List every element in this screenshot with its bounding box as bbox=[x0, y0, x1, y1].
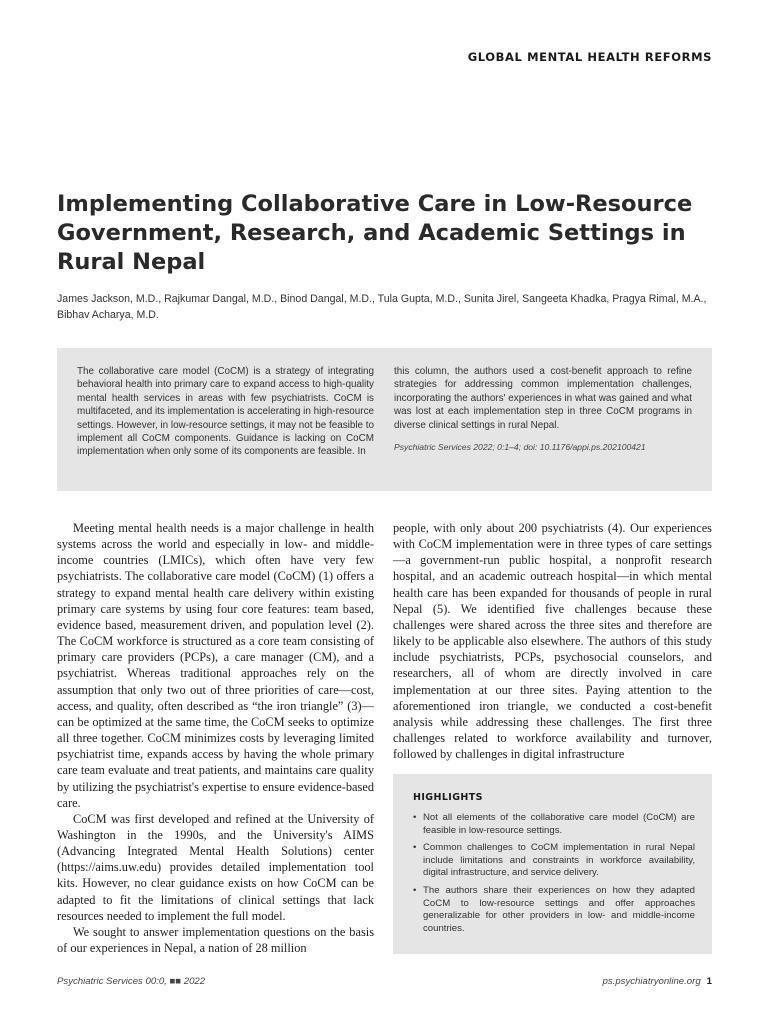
highlights-box bbox=[393, 774, 712, 954]
highlight-item bbox=[413, 885, 695, 935]
bullet-icon: • bbox=[413, 884, 417, 896]
citation: Psychiatric Services 2022; 0:1–4; doi: 10.1176/appi.ps.202100421 bbox=[394, 442, 646, 453]
bullet-icon: • bbox=[413, 812, 417, 823]
body-paragraph: Meeting mental health needs is a major challenge in health systems across the world and especially in low- and middle-income countries (LMICs), which often have very few psychiatrists. The collaborative care model (CoCM) (1) offers a strategy to expand mental health care delivery within existing primary care systems by using four core features: team based, evidence based, measurement driven, and population level (2). The CoCM workforce is structured as a core team consisting of primary care providers (PCPs), a care manager (CM), and a psychiatrist. Whereas traditional approaches rely on the assumption that only two out of three priorities of care—cost, access, and quality, often described as “the iron triangle” (3)—can be optimized at the same time, the CoCM seeks to optimize all three together. CoCM minimizes costs by leveraging limited psychiatrist time, expands access by having the whole primary care team evaluate and treat patients, and maintains care quality by utilizing the psychiatrist's expertise to ensure evidence-based care. bbox=[57, 521, 374, 810]
highlight-text: Not all elements of the collaborative care model (CoCM) are feasible in low-resource settings. bbox=[423, 812, 695, 836]
footer-url[interactable]: ps.psychiatryonline.org bbox=[602, 976, 701, 987]
body-paragraph: CoCM was first developed and refined at the University of Washington in the 1990s, and the University's AIMS (Advancing Integrated Mental Health Solutions) center (https://aims.uw.edu) provides detailed implementation tool kits. However, no clear guidance exists on how CoCM can be adapted to fit the limitations of clinical settings that lack resources needed to implement the full model. bbox=[57, 811, 374, 923]
abstract-text-left: The collaborative care model (CoCM) is a strategy of integrating behavioral health into primary care to expand access to high-quality mental health services in areas with few psychiatrists. CoCM is multifaceted, and its implementation is accelerating in high-resource settings. However, in low-resource settings, it may not be feasible to implement all CoCM components. Guidance is lacking on CoCM implementation when only some of its components are feasible. In bbox=[77, 366, 374, 458]
section-tag: GLOBAL MENTAL HEALTH REFORMS bbox=[467, 50, 712, 64]
body-left-column bbox=[57, 520, 374, 956]
body-right-column bbox=[393, 520, 712, 762]
highlights-heading: HIGHLIGHTS bbox=[413, 792, 483, 803]
article-title: Implementing Collaborative Care in Low-Resource Government, Research, and Academic Settings in Rural Nepal bbox=[57, 191, 693, 275]
highlights-list bbox=[413, 812, 695, 940]
footer-right bbox=[603, 976, 712, 987]
abstract-left-column bbox=[77, 365, 374, 459]
abstract-text-right: this column, the authors used a cost-benefit approach to refine strategies for addressing common implementation challenges, incorporating the authors' experiences in what was gained and what was lost at each implementation step in three CoCM programs in diverse clinical settings in rural Nepal. bbox=[394, 366, 692, 431]
abstract-right-column bbox=[394, 365, 692, 454]
highlight-text: The authors share their experiences on how they adapted CoCM to low-resource settings and offer approaches generalizable for other providers in low- and middle-income countries. bbox=[423, 884, 695, 934]
bullet-icon: • bbox=[413, 842, 417, 854]
page-number: 1 bbox=[706, 976, 712, 987]
author-list: James Jackson, M.D., Rajkumar Dangal, M.D., Binod Dangal, M.D., Tula Gupta, M.D., Sunita Jirel, Sangeeta Khadka, Pragya Rimal, M.A., Bibhav Acharya, M.D. bbox=[57, 293, 707, 321]
abstract-box bbox=[57, 348, 712, 491]
highlight-item bbox=[413, 812, 695, 837]
body-paragraph: We sought to answer implementation questions on the basis of our experiences in Nepal, a nation of 28 million bbox=[57, 924, 374, 956]
highlight-text: Common challenges to CoCM implementation in rural Nepal include limitations and constraints in workforce availability, digital infrastructure, and service delivery. bbox=[423, 842, 695, 879]
body-paragraph: people, with only about 200 psychiatrists (4). Our experiences with CoCM implementation were in three types of care settings—a government-run public hospital, a nonprofit research hospital, and an academic outreach hospital—in which mental health care has been expanded for thousands of people in rural Nepal (5). We identified five challenges because these challenges were shared across the three sites and therefore are likely to be applicable also elsewhere. The authors of this study include psychiatrists, PCPs, psychosocial counselors, and researchers, all of whom are directly involved in care implementation at our three sites. Paying attention to the aforementioned iron triangle, we conducted a cost-benefit analysis while addressing these challenges. The first three challenges related to workforce availability and turnover, followed by challenges in digital infrastructure bbox=[393, 521, 712, 762]
footer-journal: Psychiatric Services 00:0, ■■ 2022 bbox=[57, 976, 206, 987]
highlight-item bbox=[413, 842, 695, 880]
